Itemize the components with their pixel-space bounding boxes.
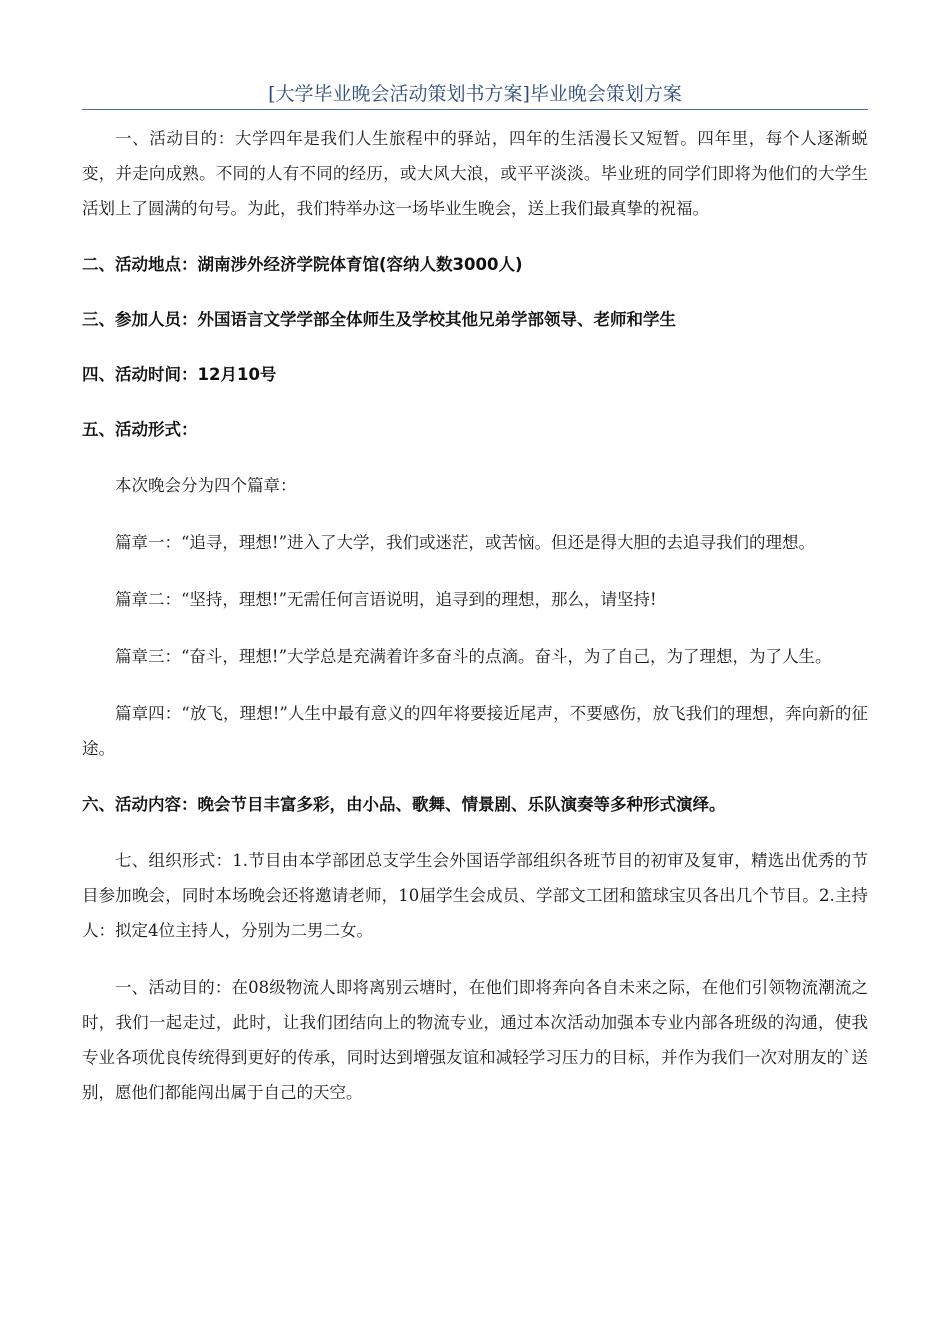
document-title: [大学毕业晚会活动策划书方案]毕业晚会策划方案 (268, 83, 682, 105)
paragraph-chapter-2: 篇章二：“坚持，理想!”无需任何言语说明，追寻到的理想，那么，请坚持! (115, 590, 657, 609)
paragraph-chapter-1: 篇章一：“追寻，理想!”进入了大学，我们或迷茫，或苦恼。但还是得大胆的去追寻我们的理想。 (115, 533, 816, 552)
paragraph-chapter-3: 篇章三：“奋斗，理想!”大学总是充满着许多奋斗的点滴。奋斗，为了自己，为了理想，为了人生。 (115, 647, 832, 666)
document-body (82, 121, 868, 1132)
heading-participants: 三、参加人员：外国语言文学学部全体师生及学校其他兄弟学部领导、老师和学生 (82, 310, 676, 329)
paragraph-chapters-intro: 本次晚会分为四个篇章： (115, 476, 297, 495)
heading-content: 六、活动内容：晚会节目丰富多彩，由小品、歌舞、情景剧、乐队演奏等多种形式演绎。 (82, 795, 726, 814)
paragraph-chapter-4: 篇章四：“放飞，理想!”人生中最有意义的四年将要接近尾声，不要感伤，放飞我们的理想，奔向新的征途。 (82, 704, 868, 758)
heading-time: 四、活动时间：12月10号 (82, 365, 277, 384)
heading-format: 五、活动形式： (82, 420, 198, 439)
paragraph-organization: 七、组织形式：1.节目由本学部团总支学生会外国语学部组织各班节目的初审及复审，精选出优秀的节目参加晚会，同时本场晚会还将邀请老师，10届学生会成员、学部文工团和篮球宝贝各出几个节目。2.主持人：拟定4位主持人，分别为二男二女。 (82, 851, 868, 940)
heading-location: 二、活动地点：湖南涉外经济学院体育馆(容纳人数3000人) (82, 255, 523, 274)
title-underline (82, 109, 868, 110)
paragraph-purpose-logistics: 一、活动目的：在08级物流人即将离别云塘时，在他们即将奔向各自未来之际，在他们引领物流潮流之时，我们一起走过，此时，让我们团结向上的物流专业，通过本次活动加强本专业内部各班级的沟通，使我专业各项优良传统得到更好的传承，同时达到增强友谊和减轻学习压力的目标，并作为我们一次对朋友的`送别，愿他们都能闯出属于自己的天空。 (82, 978, 868, 1102)
paragraph-purpose: 一、活动目的：大学四年是我们人生旅程中的驿站，四年的生活漫长又短暂。四年里，每个人逐渐蜕变，并走向成熟。不同的人有不同的经历，或大风大浪，或平平淡淡。毕业班的同学们即将为他们的大学生活划上了圆满的句号。为此，我们特举办这一场毕业生晚会，送上我们最真挚的祝福。 (82, 129, 868, 218)
